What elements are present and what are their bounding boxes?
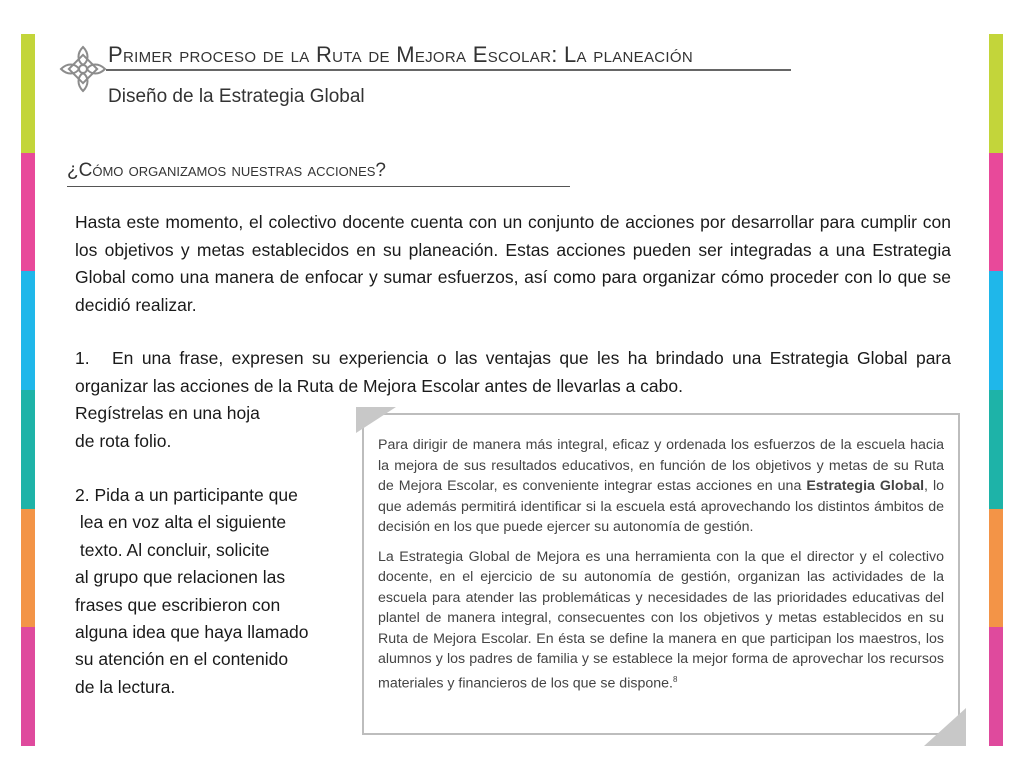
bar-segment-lime — [989, 34, 1003, 153]
step-2-line: frases que escribieron con — [75, 594, 281, 615]
step-2-line: alguna idea que haya llamado — [75, 622, 309, 643]
bar-segment-orange — [989, 509, 1003, 628]
reading-p2-text: La Estrategia Global de Mejora es una herramienta con la que el director y el colectivo docente, en el ejercicio de su autonomía de gestión, organizan las actividades de la escuela para atender las problemáticas y necesidades de las prioridades educativas del plantel de manera integral, consecuentes con los objetivos y metas establecidos en su Ruta de Mejora Escolar. En ésta se define la manera en que participan los maestros, los alumnos y los padres de familia y se establece la mejor forma de aprovechar los recursos materiales y financieros de los que se dispone. — [378, 548, 944, 692]
footnote-marker: 8 — [672, 674, 678, 684]
step-2-line: de la lectura. — [75, 676, 176, 697]
page-subtitle: Diseño de la Estrategia Global — [108, 86, 365, 107]
step-2-line: su atención en el contenido — [75, 649, 289, 670]
bar-segment-pink — [989, 627, 1003, 746]
bar-segment-orange — [21, 509, 35, 628]
bar-segment-pink — [21, 627, 35, 746]
bar-segment-teal — [989, 390, 1003, 509]
reading-text — [378, 435, 944, 694]
reading-box-corner-bottom-right — [924, 708, 966, 746]
title-divider — [106, 69, 791, 71]
step-1-number: 1. — [75, 348, 90, 368]
step-2-instruction — [75, 482, 355, 701]
bar-segment-teal — [21, 390, 35, 509]
step-2-line: 2. Pida a un participante que — [75, 485, 298, 505]
step-1-text: En una frase, expresen su experiencia o las ventajas que les ha brindado una Estrategia Global para organizar las acciones de la Ruta de Mejora Escolar antes de llevarlas a cabo. — [75, 348, 951, 396]
bar-segment-lime — [21, 34, 35, 153]
step-2-line: texto. Al concluir, solicite — [75, 539, 270, 560]
step-1-tail-line-2: de rota folio. — [75, 430, 172, 451]
right-color-bar — [989, 34, 1003, 746]
section-heading: ¿Cómo organizamos nuestras acciones? — [67, 160, 386, 181]
step-1-tail-line-1: Regístrelas en una hoja — [75, 403, 260, 423]
page-title: Primer proceso de la Ruta de Mejora Escolar: La planeación — [108, 42, 693, 67]
step-2-line: lea en voz alta el siguiente — [75, 512, 287, 533]
flower-ornament-icon — [58, 44, 108, 94]
section-divider — [67, 186, 570, 187]
bar-segment-cyan — [989, 271, 1003, 390]
step-1-instruction — [75, 345, 951, 400]
intro-paragraph: Hasta este momento, el colectivo docente cuenta con un conjunto de acciones por desarrollar para cumplir con los objetivos y metas establecidos en su planeación. Estas acciones pueden ser integradas a una Estrategia Global como una manera de enfocar y sumar esfuerzos, así como para organizar cómo proceder con lo que se decidió realizar. — [75, 212, 951, 315]
bar-segment-cyan — [21, 271, 35, 390]
reading-p1-end: , lo que además permitirá identificar si la escuela está aprovechando los distintos ámbitos de decisión en los que puede ejercer su autonomía de gestión. — [378, 478, 944, 535]
reading-paragraph-2 — [378, 547, 944, 694]
reading-paragraph-1 — [378, 435, 944, 538]
reading-p1-start: Para dirigir de manera más integral, eficaz y ordenada los esfuerzos de la escuela hacia la mejora de sus resultados educativos, en función de los objetivos y metas de su Ruta de Mejora Escolar, es conveniente integrar estas acciones en una — [378, 437, 944, 494]
left-color-bar — [21, 34, 35, 746]
reading-box-corner-top-left — [356, 407, 396, 433]
step-1-tail — [75, 400, 345, 455]
step-2-line: al grupo que relacionen las — [75, 567, 286, 588]
reading-p1-bold: Estrategia Global — [806, 478, 925, 494]
bar-segment-magenta — [21, 153, 35, 272]
bar-segment-magenta — [989, 153, 1003, 272]
